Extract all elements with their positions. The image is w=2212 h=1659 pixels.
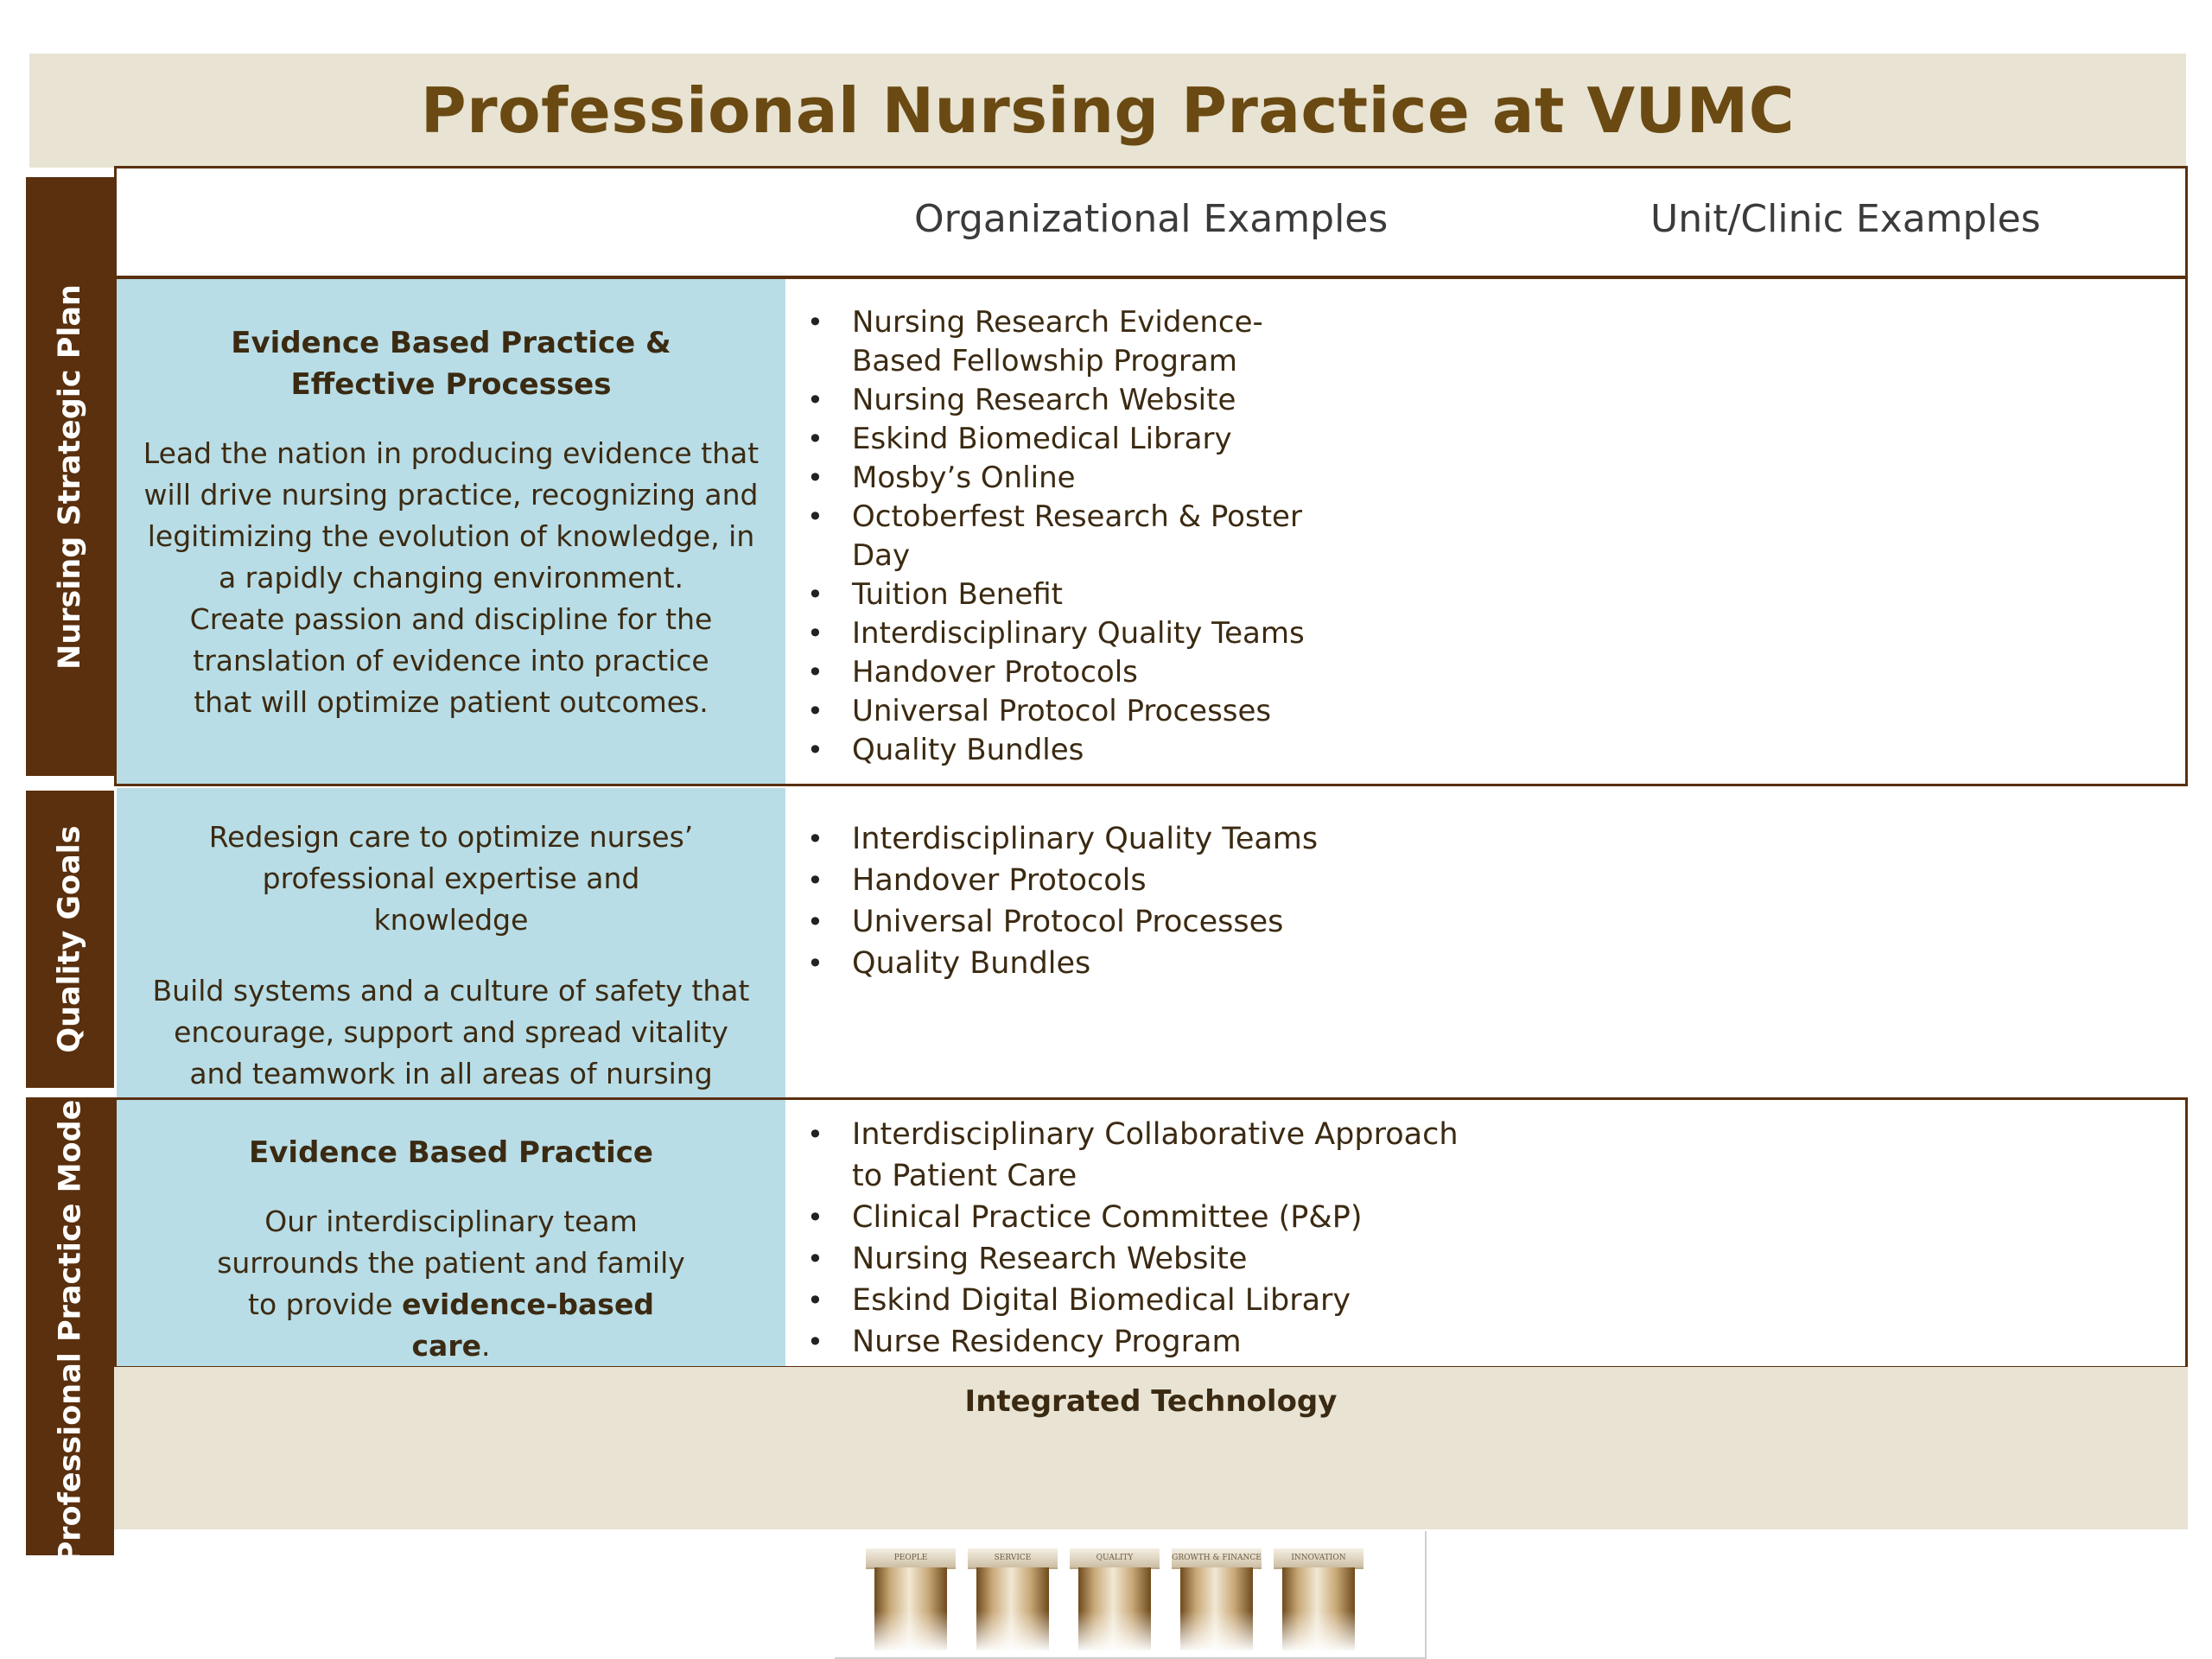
bullet-list (807, 303, 1343, 770)
list-item: • Nursing Research Website (807, 381, 1343, 420)
row-strategic-plan-heading: Evidence Based Practice & Effective Processes (231, 326, 671, 402)
list-item: • Interdisciplinary Collaborative Approach to Patient Care (807, 1114, 1464, 1197)
list-item: • Handover Protocols (807, 860, 1429, 901)
row-practice-model-heading: Evidence Based Practice (249, 1135, 653, 1170)
page-title: Professional Nursing Practice at VUMC (420, 74, 1796, 147)
side-label-practice-model-text: Professional Practice Model (53, 1089, 87, 1564)
list-item: • Octoberfest Research & Poster Day (807, 498, 1343, 575)
row-strategic-plan-content (143, 322, 760, 723)
list-item: • Eskind Biomedical Library (807, 420, 1343, 459)
pillar-cap-label: GROWTH & FINANCE (1172, 1548, 1262, 1569)
list-item: • Interdisciplinary Quality Teams (807, 614, 1343, 653)
list-item: • Universal Protocol Processes (807, 692, 1343, 731)
list-item: • Interdisciplinary Quality Teams (807, 818, 1429, 860)
list-item: • Handover Protocols (807, 653, 1343, 692)
row-practice-model-content (143, 1132, 760, 1367)
pillar-innovation (1274, 1548, 1363, 1650)
row-quality-goals-content (143, 817, 760, 1095)
row-quality-goals-paragraph-1: Redesign care to optimize nurses’ professional expertise and knowledge (208, 820, 694, 937)
pillar-service (968, 1548, 1058, 1650)
row-strategic-plan-bullets (807, 303, 1343, 770)
row-practice-model-text-bold: evidence-based care (402, 1287, 654, 1363)
column-header-organizational: Organizational Examples (914, 197, 1389, 241)
pillar-column-icon (874, 1567, 947, 1650)
bullet-list (807, 818, 1429, 984)
pillars-image (835, 1531, 1427, 1659)
list-item: • Clinical Practice Committee (P&P) (807, 1197, 1464, 1238)
row-strategic-plan-paragraph-1: Lead the nation in producing evidence that will drive nursing practice, recognizing and legitimizing the evolution of knowledge, in a rapidly changing environment. (143, 436, 760, 594)
side-label-quality-goals-text: Quality Goals (53, 825, 87, 1053)
list-item: • Nursing Research Website (807, 1238, 1464, 1280)
side-label-quality-goals (26, 791, 114, 1088)
list-item: • Quality Bundles (807, 943, 1429, 984)
list-item: • Eskind Digital Biomedical Library (807, 1280, 1464, 1321)
list-item: • Nursing Research Evidence-Based Fellowship Program (807, 303, 1343, 381)
integrated-technology-label: Integrated Technology (964, 1384, 1338, 1419)
list-item: • Nurse Residency Program (807, 1321, 1464, 1363)
row-practice-model-text-suffix: . (481, 1329, 491, 1363)
list-item: • Universal Protocol Processes (807, 901, 1429, 943)
pillar-quality (1070, 1548, 1160, 1650)
list-item: • Quality Bundles (807, 731, 1343, 770)
row-practice-model-text-prefix: Our interdisciplinary team surrounds the patient and family to provide (217, 1205, 685, 1321)
row-strategic-plan-paragraph-2: Create passion and discipline for the translation of evidence into practice that will optimize patient outcomes. (189, 602, 713, 719)
row-practice-model-text (143, 1201, 760, 1367)
pillar-column-icon (1078, 1567, 1151, 1650)
pillar-cap-label: QUALITY (1070, 1548, 1160, 1569)
pillar-column-icon (976, 1567, 1049, 1650)
side-label-strategic-plan (26, 177, 114, 776)
pillar-cap-label: SERVICE (968, 1548, 1058, 1569)
side-label-strategic-plan-text: Nursing Strategic Plan (53, 283, 88, 670)
pillar-people (866, 1548, 956, 1650)
pillar-column-icon (1180, 1567, 1253, 1650)
column-header-unit-clinic: Unit/Clinic Examples (1650, 197, 2041, 241)
pillar-growth-finance (1172, 1548, 1262, 1650)
row-quality-goals-paragraph-2: Build systems and a culture of safety that encourage, support and spread vitality and teamwork in all areas of nursing (152, 974, 750, 1090)
bullet-list (807, 1114, 1464, 1363)
pillar-cap-label: PEOPLE (866, 1548, 956, 1569)
pillar-column-icon (1282, 1567, 1355, 1650)
side-label-practice-model (26, 1089, 114, 1564)
row-quality-goals-bullets (807, 818, 1429, 984)
pillar-cap-label: INNOVATION (1274, 1548, 1363, 1569)
row-practice-model-bullets (807, 1114, 1464, 1363)
list-item: • Tuition Benefit (807, 575, 1343, 614)
list-item: • Mosby’s Online (807, 459, 1343, 498)
